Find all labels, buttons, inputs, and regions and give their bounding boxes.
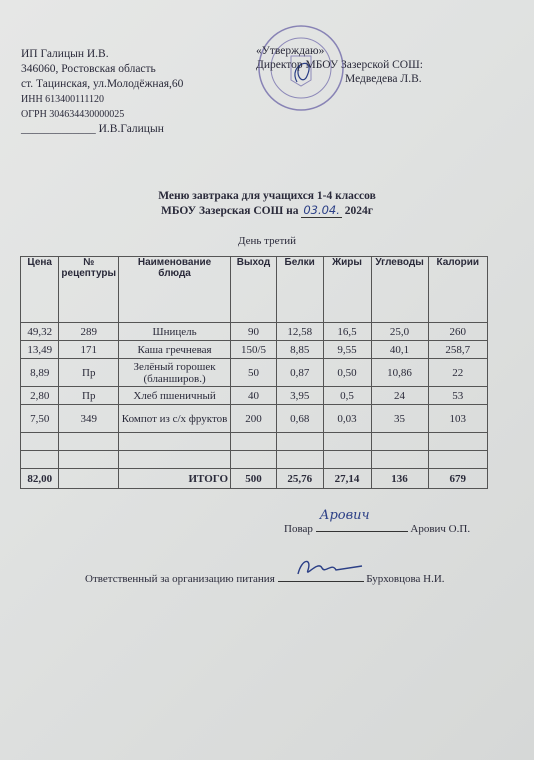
menu-school: МБОУ Зазерская СОШ на [160, 205, 299, 217]
cell-yield: 40 [231, 387, 277, 405]
cell-yield: 50 [231, 359, 277, 387]
cell-carbs: 40,1 [371, 341, 428, 359]
cell-fat: 0,5 [323, 387, 371, 405]
cell-recipe: 289 [59, 323, 119, 341]
table-row [21, 341, 488, 359]
day-label: День третий [237, 235, 297, 247]
cell-calories: 258,7 [428, 341, 488, 359]
supplier-inn: ИНН 613400111120 [21, 94, 105, 105]
col-calories: Калории [428, 257, 488, 323]
approval-heading: «Утверждаю» [256, 45, 325, 57]
cell-price: 49,32 [21, 323, 59, 341]
cell-protein: 3,95 [276, 387, 323, 405]
total-recipe [59, 469, 119, 489]
menu-date-handwritten: 03.04. [303, 203, 340, 217]
cell-dish: Компот из с/х фруктов [119, 405, 231, 433]
empty-row [21, 451, 488, 469]
supplier-address-line1: 346060, Ростовская область [21, 63, 156, 75]
total-label: ИТОГО [119, 469, 231, 489]
total-yield: 500 [231, 469, 277, 489]
cell-calories: 22 [428, 359, 488, 387]
cell-dish: Хлеб пшеничный [119, 387, 231, 405]
total-fat: 27,14 [323, 469, 371, 489]
supplier-name: ИП Галицын И.В. [21, 48, 109, 60]
cook-name: Арович О.П. [410, 523, 471, 535]
table-row [21, 405, 488, 433]
responsible-signature-scribble [292, 556, 372, 580]
cell-recipe: Пр [59, 387, 119, 405]
responsible-signature [85, 570, 445, 585]
responsible-label: Ответственный за организацию питания [85, 573, 275, 585]
cook-signature [284, 508, 471, 535]
cell-fat: 0,50 [323, 359, 371, 387]
table-header-row [21, 257, 488, 323]
cell-carbs: 10,86 [371, 359, 428, 387]
cell-carbs: 35 [371, 405, 428, 433]
cell-price: 8,89 [21, 359, 59, 387]
cell-fat: 16,5 [323, 323, 371, 341]
menu-subtitle [0, 203, 534, 217]
cell-protein: 12,58 [276, 323, 323, 341]
cell-fat: 9,55 [323, 341, 371, 359]
col-yield: Выход [231, 257, 277, 323]
cook-signature-line [316, 508, 408, 532]
supplier-address-line2: ст. Тацинская, ул.Молодёжная,60 [21, 78, 184, 90]
cell-dish: Каша гречневая [119, 341, 231, 359]
total-protein: 25,76 [276, 469, 323, 489]
total-price: 82,00 [21, 469, 59, 489]
cell-protein: 8,85 [276, 341, 323, 359]
responsible-name: Бурховцова Н.И. [366, 573, 445, 585]
total-row [21, 469, 488, 489]
cell-calories: 53 [428, 387, 488, 405]
cell-protein: 0,68 [276, 405, 323, 433]
table-row [21, 387, 488, 405]
col-carbs: Углеводы [371, 257, 428, 323]
table-row [21, 359, 488, 387]
approval-director: Директор МБОУ Зазерской СОШ: [256, 59, 423, 71]
total-carbs: 136 [371, 469, 428, 489]
cell-protein: 0,87 [276, 359, 323, 387]
cell-carbs: 25,0 [371, 323, 428, 341]
cell-price: 2,80 [21, 387, 59, 405]
supplier-signature: _____________ И.В.Галицын [21, 123, 164, 135]
cook-label: Повар [284, 523, 313, 535]
cell-price: 13,49 [21, 341, 59, 359]
cell-yield: 90 [231, 323, 277, 341]
cook-handwritten-signature: Арович [319, 508, 370, 523]
supplier-ogrn: ОГРН 304634430000025 [21, 109, 125, 120]
col-price: Цена [21, 257, 59, 323]
col-dish: Наименование блюда [119, 257, 231, 323]
menu-title: Меню завтрака для учащихся 1-4 классов [158, 190, 376, 202]
empty-row [21, 433, 488, 451]
col-recipe: № рецептуры [59, 257, 119, 323]
menu-year: 2024г [344, 205, 374, 217]
cell-yield: 150/5 [231, 341, 277, 359]
supplier-block [21, 47, 183, 137]
cell-calories: 260 [428, 323, 488, 341]
responsible-signature-line [278, 570, 364, 582]
cell-recipe: 349 [59, 405, 119, 433]
cell-dish: Шницель [119, 323, 231, 341]
cell-price: 7,50 [21, 405, 59, 433]
cell-recipe: 171 [59, 341, 119, 359]
col-fat: Жиры [323, 257, 371, 323]
cell-recipe: Пр [59, 359, 119, 387]
menu-table [20, 256, 488, 489]
cell-calories: 103 [428, 405, 488, 433]
cell-carbs: 24 [371, 387, 428, 405]
total-calories: 679 [428, 469, 488, 489]
cell-fat: 0,03 [323, 405, 371, 433]
approval-name: Медведева Л.В. [345, 73, 422, 85]
approval-block [256, 44, 423, 86]
cell-dish: Зелёный горошек (бланширов.) [119, 359, 231, 387]
table-row [21, 323, 488, 341]
col-protein: Белки [276, 257, 323, 323]
cell-yield: 200 [231, 405, 277, 433]
